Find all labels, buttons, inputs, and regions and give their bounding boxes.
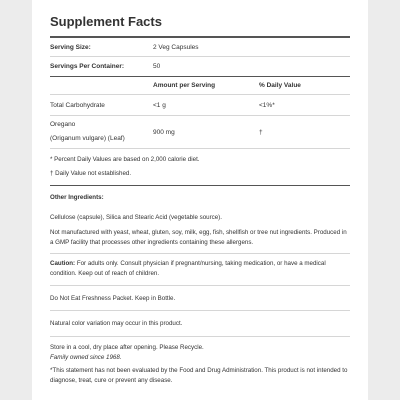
nutrient-daily-value: <1%* <box>259 101 275 109</box>
table-header-row <box>50 77 350 94</box>
storage-section <box>50 337 350 386</box>
table-row <box>50 95 350 115</box>
supplement-facts-panel <box>32 0 368 400</box>
freshness-section <box>50 286 350 310</box>
ingredients-section <box>50 186 350 248</box>
other-ingredients-heading: Other Ingredients: <box>50 194 104 201</box>
nutrient-name <box>50 118 153 146</box>
nutrient-amount: <1 g <box>153 101 166 109</box>
servings-per-container-value: 50 <box>153 63 161 70</box>
footnotes <box>50 149 350 181</box>
family-owned-note: Family owned since 1968. <box>50 354 122 361</box>
caution-section <box>50 254 350 279</box>
color-variation-note: Natural color variation may occur in this product. <box>50 320 183 327</box>
servings-per-container-label: Servings Per Container: <box>50 63 125 70</box>
table-row <box>50 116 350 148</box>
servings-per-container-row <box>50 57 350 76</box>
caution-label: Caution: <box>50 260 76 267</box>
serving-size-value: 2 Veg Capsules <box>153 43 199 51</box>
daily-value-header: % Daily Value <box>259 82 301 89</box>
storage-note: Store in a cool, dry place after opening. Please Recycle. <box>50 344 204 351</box>
nutrient-name-line2: (Origanum vulgare) (Leaf) <box>50 135 125 142</box>
allergen-statement: Not manufactured with yeast, wheat, gluten, soy, milk, egg, fish, shellfish or tree nut ingredients. Produced in a GMP facility that processes other ingredients containing these allergens. <box>50 229 347 246</box>
color-section <box>50 311 350 336</box>
caution-text: For adults only. Consult physician if pregnant/nursing, taking medication, or have a medical condition. Keep out of reach of children. <box>50 260 326 277</box>
nutrient-amount: 900 mg <box>153 128 175 136</box>
nutrient-name: Total Carbohydrate <box>50 101 105 109</box>
panel-title: Supplement Facts <box>50 14 162 29</box>
other-ingredients-text: Cellulose (capsule), Silica and Stearic Acid (vegetable source). <box>50 214 222 221</box>
serving-size-row <box>50 38 350 56</box>
serving-size-label: Serving Size: <box>50 43 91 51</box>
nutrient-name-line1: Oregano <box>50 121 76 128</box>
nutrient-daily-value: † <box>259 128 263 136</box>
fda-statement: *This statement has not been evaluated by the Food and Drug Administration. This product is not intended to diagnose, treat, cure or prevent any disease. <box>50 367 348 384</box>
footnote-dagger: † Daily Value not established. <box>50 170 132 177</box>
amount-header: Amount per Serving <box>153 82 216 89</box>
footnote-dv: * Percent Daily Values are based on 2,000 calorie diet. <box>50 156 200 163</box>
freshness-note: Do Not Eat Freshness Packet. Keep in Bottle. <box>50 295 176 302</box>
caution-statement <box>50 259 350 279</box>
